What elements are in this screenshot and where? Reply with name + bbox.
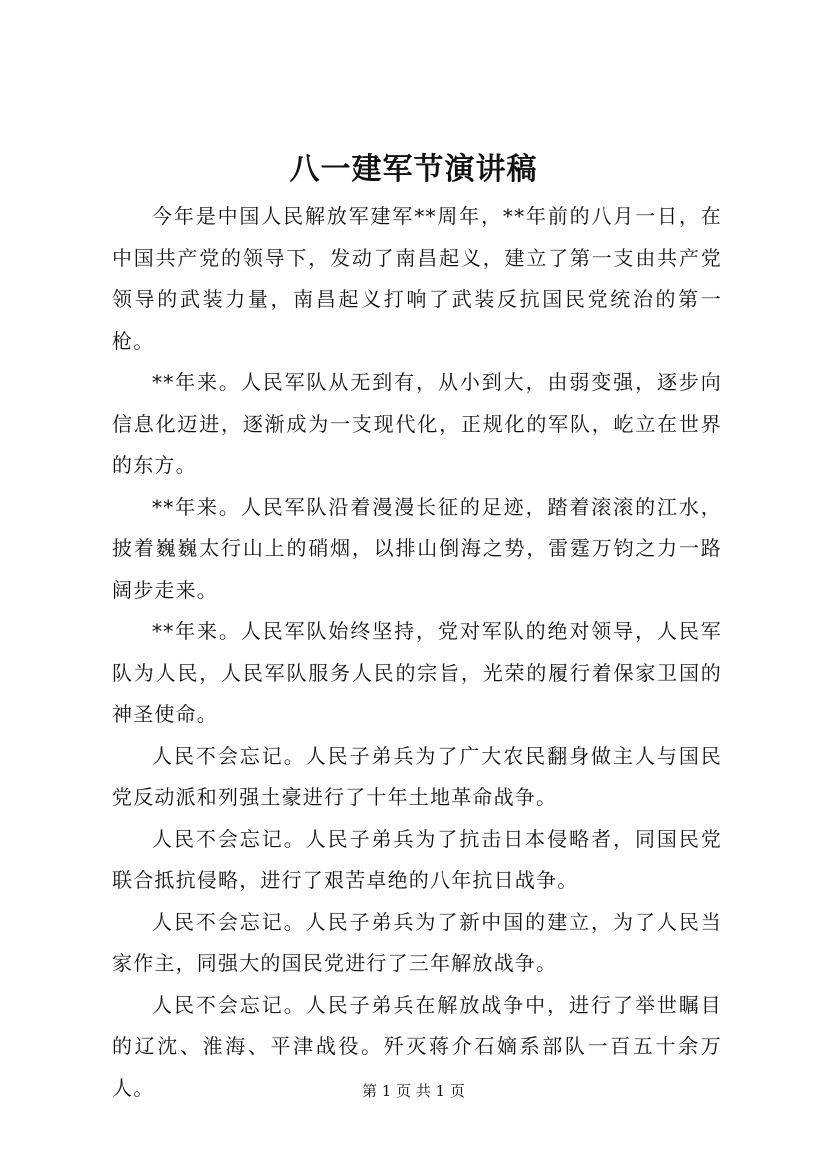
paragraph: 今年是中国人民解放军建军**周年，**年前的八月一日，在中国共产党的领导下，发动了南昌起义，建立了第一支由共产党领导的武装力量，南昌起义打响了武装反抗国民党统治的第一枪。 (112, 204, 722, 353)
document-title: 八一建军节演讲稿 (289, 152, 538, 187)
paragraph: 人民不会忘记。人民子弟兵为了抗击日本侵略者，同国民党联合抵抗侵略，进行了艰苦卓绝的八年抗日战争。 (112, 826, 722, 892)
paragraph: 人民不会忘记。人民子弟兵为了广大农民翻身做主人与国民党反动派和列强土豪进行了十年土地革命战争。 (112, 743, 722, 809)
paragraph: **年来。人民军队始终坚持，党对军队的绝对领导，人民军队为人民，人民军队服务人民的宗旨，光荣的履行着保家卫国的神圣使命。 (112, 619, 722, 726)
paragraph: 人民不会忘记。人民子弟兵为了新中国的建立，为了人民当家作主，同强大的国民党进行了三年解放战争。 (112, 909, 722, 975)
page-number-footer: 第 1 页 共 1 页 (362, 1082, 465, 1100)
paragraph: **年来。人民军队沿着漫漫长征的足迹，踏着滚滚的江水，披着巍巍太行山上的硝烟，以排山倒海之势，雷霆万钧之力一路阔步走来。 (112, 494, 722, 602)
paragraph: 人民不会忘记。人民子弟兵在解放战争中，进行了举世瞩目的辽沈、淮海、平津战役。歼灭蒋介石嫡系部队一百五十余万人。 (112, 992, 722, 1100)
document-body (112, 196, 722, 1109)
paragraph: **年来。人民军队从无到有，从小到大，由弱变强，逐步向信息化迈进，逐渐成为一支现代化，正规化的军队，屹立在世界的东方。 (112, 370, 722, 477)
